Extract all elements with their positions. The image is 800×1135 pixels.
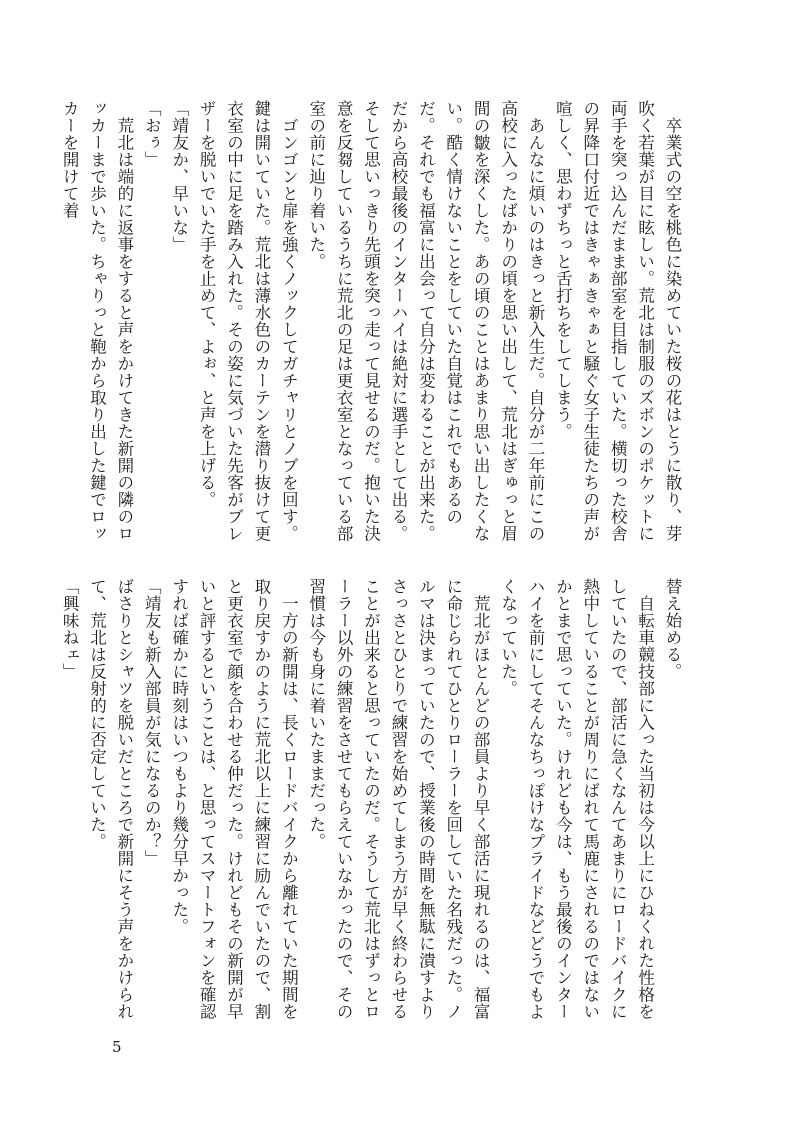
paragraph: 荒北がほとんどの部員より早く部活に現れるのは、福富に命じられてひとりローラーを回していた名残だった。ノルマは決まっていたので、授業後の時間を無駄に潰すよりさっさとひとりで練習を始めてしまう方が早く終わらせることが出来ると思っていたのだ。そうして荒北はずっとローラー以外の練習をさせてもらえていなかったので、その習慣は今も身に着いたままだった。 <box>306 578 491 1020</box>
paragraph: あんなに煩いのはきっと新入生だ。自分が二年前にこの高校に入ったばかりの頃を思い出して、荒北はぎゅっと眉間の皺を深くした。あの頃のことはあまり思い出したくない。酷く情けないことをしていた自覚はこれでもあるのだ。それでも福富に出会って自分は変わることが出来た。だから高校最後のインターハイは絶対に選手として出る。そして思いっきり先頭を突っ走って見せるのだ。抱いた決意を反芻しているうちに荒北の足は更衣室となっている部室の前に辿り着いた。 <box>306 100 545 542</box>
paragraph: 卒業式の空を桃色に染めていた桜の花はとうに散り、芽吹く若葉が目に眩しい。荒北は制服のズボンのポケットに両手を突っ込んだまま部室を目指していた。横切った校舎の昇降口付近ではきゃぁきゃぁと騒ぐ女子生徒たちの声が喧しく、思わずちっと舌打ちをしてしまう。 <box>553 100 682 542</box>
dialogue-line: 「興味ねェ」 <box>60 578 80 680</box>
dialogue-line: 「靖友か、早いな」 <box>169 100 189 253</box>
paragraph: ゴンゴンと扉を強くノックしてガチャリとノブを回す。鍵は開いていた。荒北は薄水色のカーテンを潜り抜けて更衣室の中に足を踏み入れた。その姿に気づいた先客がブレザーを脱いでいた手を止めて、よぉ、と声を上げる。 <box>197 100 299 542</box>
dialogue-line: 「靖友も新入部員が気になるのか？」 <box>142 578 162 867</box>
page-number: 5 <box>112 1038 122 1056</box>
paragraph: ばさりとシャツを脱いだところで新開にそう声をかけられて、荒北は反射的に否定していた。 <box>87 578 134 1020</box>
paragraph: 荒北は端的に返事をすると声をかけてきた新開の隣のロッカーまで歩いた。ちゃりっと鞄から取り出した鍵でロッカーを開けて着 <box>60 100 134 542</box>
paragraph: 一方の新開は、長くロードバイクから離れていた期間を取り戻すかのように荒北以上に練習に励んでいたので、割と更衣室で顔を合わせる仲だった。けれどもその新開が早いと評するということは、と思ってスマートフォンを確認すれば確かに時刻はいつもより幾分早かった。 <box>169 578 299 1020</box>
dialogue-line: 「おぅ」 <box>142 100 162 168</box>
upper-text-block <box>60 100 686 543</box>
paragraph: 自転車競技部に入った当初は今以上にひねくれた性格をしていたので、部活に急くなんてあまりにロードバイクに熱中していることが周りにばれて馬鹿にされるのではないかとまで思っていた。けれども今は、もう最後のインターハイを前にしてそんなちっぽけなプライドなどどうでもよくなっていた。 <box>498 578 655 1020</box>
paragraph-continuation: 替え始める。 <box>663 578 682 680</box>
lower-text-block <box>60 578 686 1030</box>
